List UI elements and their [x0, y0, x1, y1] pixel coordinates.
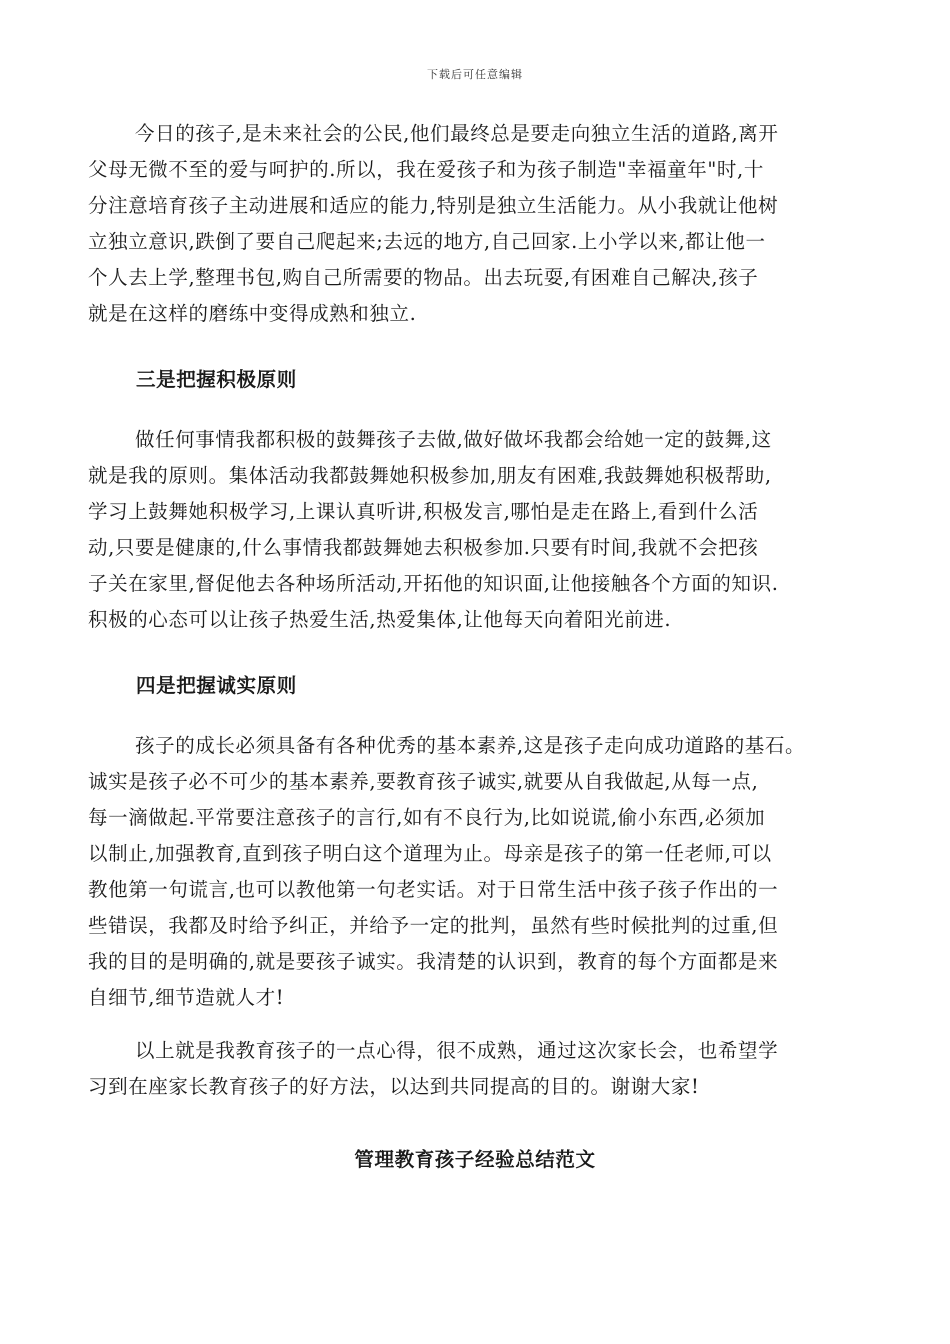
paragraph-line: 每一滴做起.平常要注意孩子的言行,如有不良行为,比如说谎,偷小东西,必须加: [88, 806, 766, 829]
paragraph-line: 子关在家里,督促他去各种场所活动,开拓他的知识面,让他接触各个方面的知识.: [88, 572, 779, 595]
paragraph-line: 以上就是我教育孩子的一点心得，很不成熟，通过这次家长会，也希望学: [135, 1039, 779, 1062]
paragraph-line: 个人去上学,整理书包,购自己所需要的物品。出去玩耍,有困难自己解决,孩子: [88, 266, 759, 289]
paragraph-line: 习到在座家长教育孩子的好方法，以达到共同提高的目的。谢谢大家!: [88, 1075, 700, 1098]
paragraph-line: 今日的孩子,是未来社会的公民,他们最终总是要走向独立生活的道路,离开: [135, 122, 779, 145]
paragraph-independence: [88, 116, 868, 332]
paragraph-honesty: [88, 728, 868, 1016]
paragraph-line: 分注意培育孩子主动进展和适应的能力,特别是独立生活能力。从小我就让他树: [88, 194, 779, 217]
paragraph-line: 积极的心态可以让孩子热爱生活,热爱集体,让他每天向着阳光前进.: [88, 608, 672, 631]
paragraph-line: 做任何事情我都积极的鼓舞孩子去做,做好做坏我都会给她一定的鼓舞,这: [135, 428, 772, 451]
paragraph-line: 孩子的成长必须具备有各种优秀的基本素养,这是孩子走向成功道路的基石。: [135, 734, 806, 757]
document-title: 管理教育孩子经验总结范文: [354, 1148, 596, 1171]
paragraph-line: 父母无微不至的爱与呵护的.所以，我在爱孩子和为孩子制造"幸福童年"时,十: [88, 158, 764, 181]
paragraph-line: 学习上鼓舞她积极学习,上课认真听讲,积极发言,哪怕是走在路上,看到什么活: [88, 500, 759, 523]
paragraph-line: 诚实是孩子必不可少的基本素养,要教育孩子诚实,就要从自我做起,从每一点,: [88, 770, 759, 793]
paragraph-line: 自细节,细节造就人才!: [88, 986, 285, 1009]
paragraph-line: 立独立意识,跌倒了要自己爬起来;去远的地方,自己回家.上小学以来,都让他一: [88, 230, 766, 253]
paragraph-positive: [88, 422, 868, 638]
paragraph-line: 些错误，我都及时给予纠正，并给予一定的批判，虽然有些时候批判的过重,但: [88, 914, 779, 937]
paragraph-line: 就是在这样的磨练中变得成熟和独立.: [88, 302, 417, 325]
paragraph-conclusion: [88, 1033, 868, 1105]
section-heading-positive: 三是把握积极原则: [136, 368, 297, 391]
paragraph-line: 以制止,加强教育,直到孩子明白这个道理为止。母亲是孩子的第一任老师,可以: [88, 842, 772, 865]
paragraph-line: 动,只要是健康的,什么事情我都鼓舞她去积极参加.只要有时间,我就不会把孩: [88, 536, 759, 559]
paragraph-line: 就是我的原则。集体活动我都鼓舞她积极参加,朋友有困难,我鼓舞她积极帮助,: [88, 464, 772, 487]
paragraph-line: 教他第一句谎言,也可以教他第一句老实话。对于日常生活中孩子孩子作出的一: [88, 878, 779, 901]
page-header: 下载后可任意编辑: [427, 68, 523, 81]
paragraph-line: 我的目的是明确的,就是要孩子诚实。我清楚的认识到，教育的每个方面都是来: [88, 950, 779, 973]
section-heading-honesty: 四是把握诚实原则: [136, 674, 297, 697]
